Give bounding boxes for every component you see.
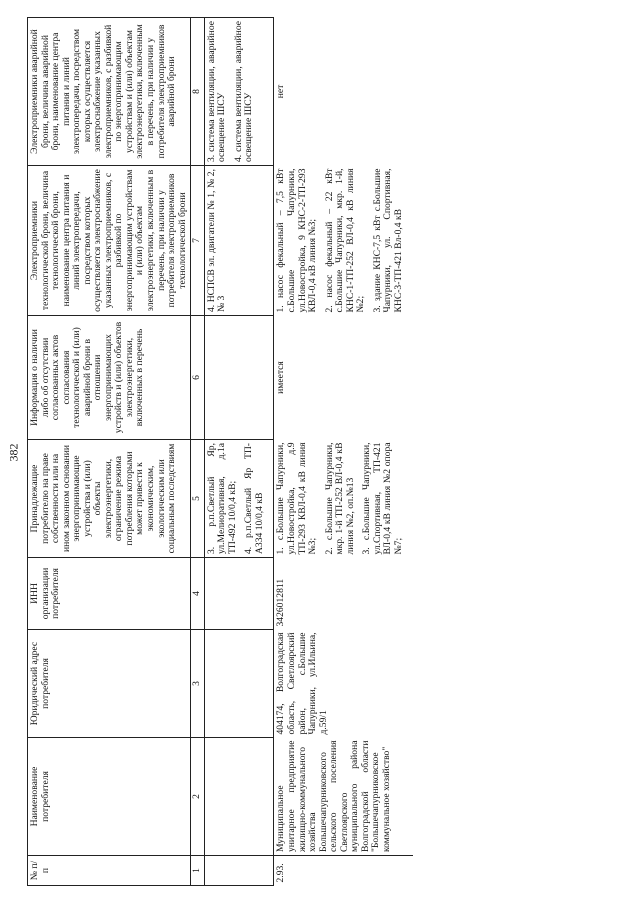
header-acts: Информация о наличии либо об отсутствии согласованных актов согласования технологической и (или) аварийной брони в отношении энергопринимающих устройств и (или) объектов электроэнергетики, включенных в перечень — [28, 316, 191, 440]
consumers-table — [27, 17, 413, 886]
emergency-reserve-entry: 3. система вентиляции, аварийное освещение ШСУ — [205, 21, 228, 162]
col-number: 3 — [191, 630, 205, 738]
emergency-reserve-status: нет — [275, 84, 287, 99]
col-number: 5 — [191, 440, 205, 558]
device-entry: 1. с.Большие Чапурники, ул.Новостройка, д.9 ТП-293 КВЛ-0,4 кВ линия №3; — [275, 442, 319, 555]
tech-reserve-entry: 2. насос фекальный – 22 кВт с.Большие Чапурники, мкр. 1-й, КНС-1-ТП-252 ВЛ-0,4 кВ линия №2; — [323, 168, 367, 313]
tech-reserve-entry: 3. здание КНС-7,5 кВт с.Большие Чапурники, ул. Спортивная, КНС-3-ТП-421 Вл-0,4 кВ — [371, 168, 404, 313]
row-number: 2.93. — [274, 856, 413, 886]
tech-reserve-cell — [204, 166, 274, 316]
col-number: 6 — [191, 316, 205, 440]
header-devices: Принадлежащие потребителю на праве собственности или на ином законном основании энергопринимающие устройства и (или) объекты электроэнергетики, ограничение режима потребления которыми может привести к экономическим, экологическим или социальным последствиям — [28, 440, 191, 558]
emergency-reserve-cell — [204, 18, 274, 166]
tech-reserve-entry: 4. НСПСВ эл. двигатели № 1, № 2, № 3 — [205, 169, 228, 312]
table-row — [274, 18, 413, 886]
column-number-row — [191, 18, 205, 886]
page-number-strip — [0, 0, 28, 905]
consumer-name: Муниципальное унитарное предприятие жилищно-коммунального хозяйства Большечапурниковского сельского поселения Светлоярского муниципального района Волгоградской области "Большечапурниковское коммунальное хозяйство" — [275, 740, 392, 852]
col-number: 1 — [191, 856, 205, 886]
devices-cell — [274, 440, 413, 558]
header-tech-reserve: Электроприемники технологической брони, величина технологической брони, наименование центра питания и линий электропередачи, посредством которых осуществляется электроснабжение указанных электроприемников, с разбивкой по энергопринимающим устройствам и (или) объектам электроэнергетики, включенным в перечень, при наличии у потребителя электроприемников технологической брони — [28, 166, 191, 316]
col-number: 2 — [191, 738, 205, 856]
continuation-row — [204, 18, 274, 886]
col-number: 4 — [191, 558, 205, 630]
col-number: 7 — [191, 166, 205, 316]
header-emergency-reserve: Электроприемники аварийной брони, величина аварийной брони, наименование центра питания и линий электропередачи, посредством которых осуществляется электроснабжение указанных электроприемников, с разбивкой по энергопринимающим устройствам и (или) объектам электроэнергетики, включенным в перечень, при наличии у потребителя электроприемников аварийной брони — [28, 18, 191, 166]
header-address: Юридический адрес потребителя — [28, 630, 191, 738]
rotated-table-container — [27, 18, 613, 886]
device-entry: 4. р.п.Светлый Яр ТП-А334 10/0,4 кВ — [243, 443, 265, 554]
tech-reserve-entry: 1. насос фекальный – 7,5 кВт с.Большие Чапурники, ул.Новостройка, 9 КНС-2-ТП-293 КВЛ-0,4 кВ линия №3; — [275, 168, 319, 313]
device-entry: 3. с.Большие Чапурники, ул.Спортивная, ТП-421 ВЛ-0,4 кВ линия №2 опора №7; — [361, 442, 404, 555]
header-num: № п/п — [28, 856, 191, 886]
header-inn: ИНН организации потребителя — [28, 558, 191, 630]
table-cell — [204, 316, 274, 440]
consumer-inn: 3426012811 — [275, 578, 287, 627]
consumer-address: 404174, Волгоградская область, Светлоярский район, с.Большие Чапурники, ул.Ильина, д.59/1 — [275, 632, 329, 735]
page-number: 382 — [6, 443, 21, 462]
table-cell — [204, 630, 274, 738]
emergency-reserve-entry: 4. система вентиляции, аварийное освещение ШСУ — [232, 21, 255, 162]
table-cell — [204, 856, 274, 886]
header-row — [28, 18, 191, 886]
table-cell — [204, 738, 274, 856]
device-entry: 2. с.Большие Чапурники, мкр. 1-й ТП-252 ВЛ-0,4 кВ линия №2, оп.№13 — [323, 442, 356, 555]
header-name: Наименование потребителя — [28, 738, 191, 856]
acts-status: имеется — [275, 361, 287, 394]
col-number: 8 — [191, 18, 205, 166]
devices-cell — [204, 440, 274, 558]
tech-reserve-cell — [274, 166, 413, 316]
table-cell — [204, 558, 274, 630]
device-entry: 3. р.п.Светлый Яр, ул.Мелиоративная, д.1а ТП-492 10/0,4 кВ; — [205, 443, 238, 554]
